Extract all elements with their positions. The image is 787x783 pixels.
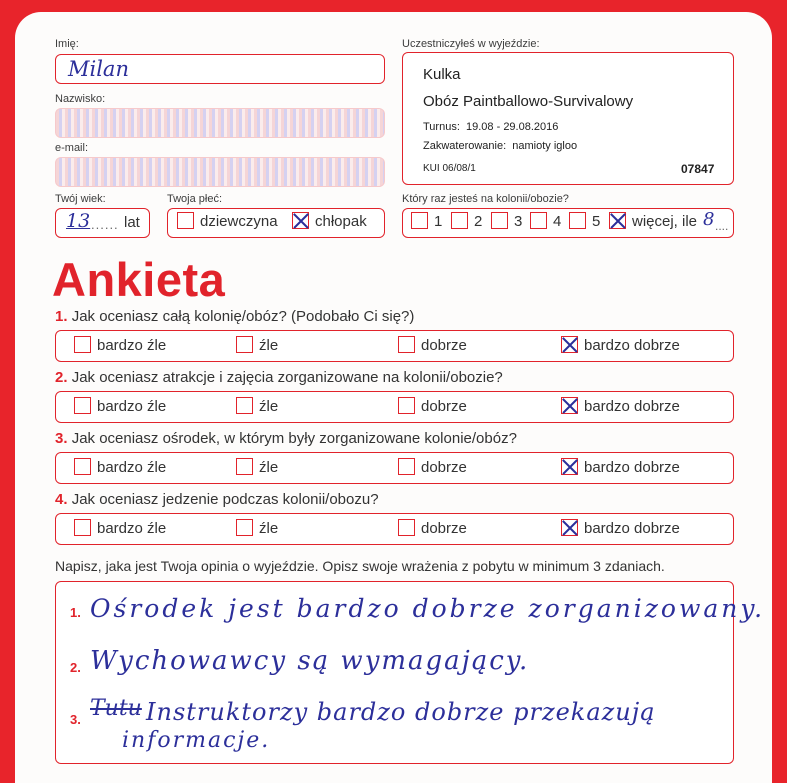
question-4-option-1[interactable]	[74, 520, 166, 537]
rating-label: dobrze	[421, 398, 467, 415]
rating-label: źle	[259, 337, 279, 354]
email-field-redacted[interactable]	[55, 157, 385, 187]
question-3-number: 3.	[55, 430, 68, 447]
rating-checkbox[interactable]	[236, 336, 253, 353]
visit-option-more[interactable]	[609, 213, 697, 230]
rating-label: dobrze	[421, 337, 467, 354]
rating-label: bardzo dobrze	[584, 459, 680, 476]
email-label: e-mail:	[55, 142, 89, 154]
question-4-number: 4.	[55, 491, 68, 508]
gender-option-girl[interactable]	[177, 213, 278, 230]
question-1-option-2[interactable]	[236, 337, 278, 354]
question-1-option-4[interactable]	[561, 337, 680, 354]
opinion-num-1: 1.	[70, 605, 81, 620]
surname-field-redacted[interactable]	[55, 108, 385, 138]
rating-checkbox[interactable]	[74, 336, 91, 353]
age-unit: lat	[124, 214, 140, 231]
age-label: Twój wiek:	[55, 193, 106, 205]
accommodation-label: Zakwaterowanie:	[423, 140, 507, 152]
rating-label: bardzo dobrze	[584, 337, 680, 354]
rating-label: źle	[259, 520, 279, 537]
opinion-line-3-continuation: informacje.	[122, 728, 271, 753]
trip-number: 07847	[681, 162, 715, 176]
visit-4-checkbox[interactable]	[530, 212, 547, 229]
visit-more-value: 8	[703, 209, 715, 230]
surname-label: Nazwisko:	[55, 93, 106, 105]
rating-label: bardzo źle	[97, 398, 167, 415]
trip-camp: Obóz Paintballowo-Survivalowy	[423, 93, 634, 110]
opinion-num-2: 2.	[70, 660, 81, 675]
visit-5-checkbox[interactable]	[569, 212, 586, 229]
survey-title: Ankieta	[52, 253, 226, 306]
question-1-label: Jak oceniasz całą kolonię/obóz? (Podobało Ci się?)	[71, 308, 415, 325]
rating-checkbox[interactable]	[398, 397, 415, 414]
visit-2-checkbox[interactable]	[451, 212, 468, 229]
visit-more-checkbox[interactable]	[609, 212, 626, 229]
question-4-option-2[interactable]	[236, 520, 278, 537]
rating-checkbox[interactable]	[561, 397, 578, 414]
rating-label: bardzo dobrze	[584, 520, 680, 537]
question-1-number: 1.	[55, 308, 68, 325]
rating-checkbox[interactable]	[236, 458, 253, 475]
turnus-value: 19.08 - 29.08.2016	[466, 121, 559, 133]
rating-checkbox[interactable]	[398, 519, 415, 536]
rating-label: źle	[259, 398, 279, 415]
gender-girl-checkbox[interactable]	[177, 212, 194, 229]
gender-option-boy[interactable]	[292, 213, 367, 230]
question-3-option-4[interactable]	[561, 459, 680, 476]
trip-code: KUI 06/08/1	[423, 163, 476, 174]
name-value: Milan	[68, 57, 129, 81]
rating-label: bardzo dobrze	[584, 398, 680, 415]
visits-label: Który raz jesteś na kolonii/obozie?	[402, 193, 569, 205]
visit-option-1[interactable]	[411, 213, 442, 230]
visits-field	[402, 208, 734, 238]
visit-more-label: więcej, ile	[632, 213, 698, 230]
question-4-option-3[interactable]	[398, 520, 467, 537]
question-3-option-1[interactable]	[74, 459, 166, 476]
survey-sheet	[15, 12, 772, 783]
gender-boy-checkbox[interactable]	[292, 212, 309, 229]
opinion-prompt: Napisz, jaka jest Twoja opinia o wyjeździe. Opisz swoje wrażenia z pobytu w minimum 3 zdaniach.	[55, 558, 665, 574]
question-4-option-4[interactable]	[561, 520, 680, 537]
question-3-option-3[interactable]	[398, 459, 467, 476]
rating-label: bardzo źle	[97, 459, 167, 476]
visit-1-checkbox[interactable]	[411, 212, 428, 229]
rating-label: bardzo źle	[97, 520, 167, 537]
visit-1-label: 1	[434, 213, 443, 230]
visit-2-label: 2	[474, 213, 483, 230]
question-2-answers	[55, 391, 734, 423]
rating-checkbox[interactable]	[74, 458, 91, 475]
question-2-option-1[interactable]	[74, 398, 166, 415]
rating-checkbox[interactable]	[398, 336, 415, 353]
turnus-label: Turnus:	[423, 121, 460, 133]
rating-label: dobrze	[421, 459, 467, 476]
name-field[interactable]	[55, 54, 385, 84]
visit-option-5[interactable]	[569, 213, 600, 230]
rating-label: bardzo źle	[97, 337, 167, 354]
rating-label: dobrze	[421, 520, 467, 537]
rating-checkbox[interactable]	[398, 458, 415, 475]
gender-girl-label: dziewczyna	[200, 213, 278, 230]
question-2-option-3[interactable]	[398, 398, 467, 415]
gender-boy-label: chłopak	[315, 213, 367, 230]
question-1-option-1[interactable]	[74, 337, 166, 354]
opinion-line-1: Ośrodek jest bardzo dobrze zorganizowany.	[90, 594, 766, 623]
trip-label: Uczestniczyłeś w wyjeździe:	[402, 38, 540, 50]
question-2-number: 2.	[55, 369, 68, 386]
opinion-line-3: Instruktorzy bardzo dobrze przekazują	[146, 698, 656, 726]
accommodation-value: namioty igloo	[512, 140, 578, 152]
question-2-option-4[interactable]	[561, 398, 680, 415]
trip-accommodation	[423, 140, 577, 152]
question-3-label: Jak oceniasz ośrodek, w którym były zorganizowane kolonie/obóz?	[71, 430, 517, 447]
opinion-box[interactable]	[55, 581, 766, 764]
rating-checkbox[interactable]	[74, 397, 91, 414]
age-value: 13	[66, 210, 91, 232]
age-field[interactable]	[55, 208, 150, 238]
rating-checkbox[interactable]	[561, 458, 578, 475]
question-4-answers	[55, 513, 734, 545]
name-label: Imię:	[55, 38, 79, 50]
visit-option-2[interactable]	[451, 213, 482, 230]
rating-checkbox[interactable]	[561, 336, 578, 353]
question-3-answers	[55, 452, 734, 484]
question-1-option-3[interactable]	[398, 337, 467, 354]
question-2-label: Jak oceniasz atrakcje i zajęcia zorganizowane na kolonii/obozie?	[71, 369, 503, 386]
opinion-line-2: Wychowawcy są wymagający.	[90, 646, 530, 676]
visit-more-dots: ....	[715, 219, 729, 233]
question-2-text	[55, 369, 503, 386]
visit-4-label: 4	[553, 213, 562, 230]
question-1-answers	[55, 330, 734, 362]
question-3-option-2[interactable]	[236, 459, 278, 476]
visit-option-4[interactable]	[530, 213, 561, 230]
visit-3-label: 3	[514, 213, 523, 230]
question-4-text	[55, 491, 379, 508]
question-2-option-2[interactable]	[236, 398, 278, 415]
rating-checkbox[interactable]	[561, 519, 578, 536]
visit-option-3[interactable]	[491, 213, 522, 230]
gender-label: Twoja płeć:	[167, 193, 223, 205]
visit-3-checkbox[interactable]	[491, 212, 508, 229]
trip-info-box	[402, 52, 734, 185]
trip-turnus	[423, 121, 558, 133]
question-3-text	[55, 430, 517, 447]
rating-checkbox[interactable]	[74, 519, 91, 536]
opinion-num-3: 3.	[70, 712, 81, 727]
trip-name: Kulka	[423, 66, 461, 83]
rating-checkbox[interactable]	[236, 519, 253, 536]
rating-checkbox[interactable]	[236, 397, 253, 414]
rating-label: źle	[259, 459, 279, 476]
question-4-label: Jak oceniasz jedzenie podczas kolonii/obozu?	[71, 491, 379, 508]
age-dots: ......	[91, 217, 119, 232]
question-1-text	[55, 308, 414, 325]
gender-field	[167, 208, 385, 238]
visit-5-label: 5	[592, 213, 601, 230]
opinion-line-3-struck: Tutu	[90, 696, 142, 721]
